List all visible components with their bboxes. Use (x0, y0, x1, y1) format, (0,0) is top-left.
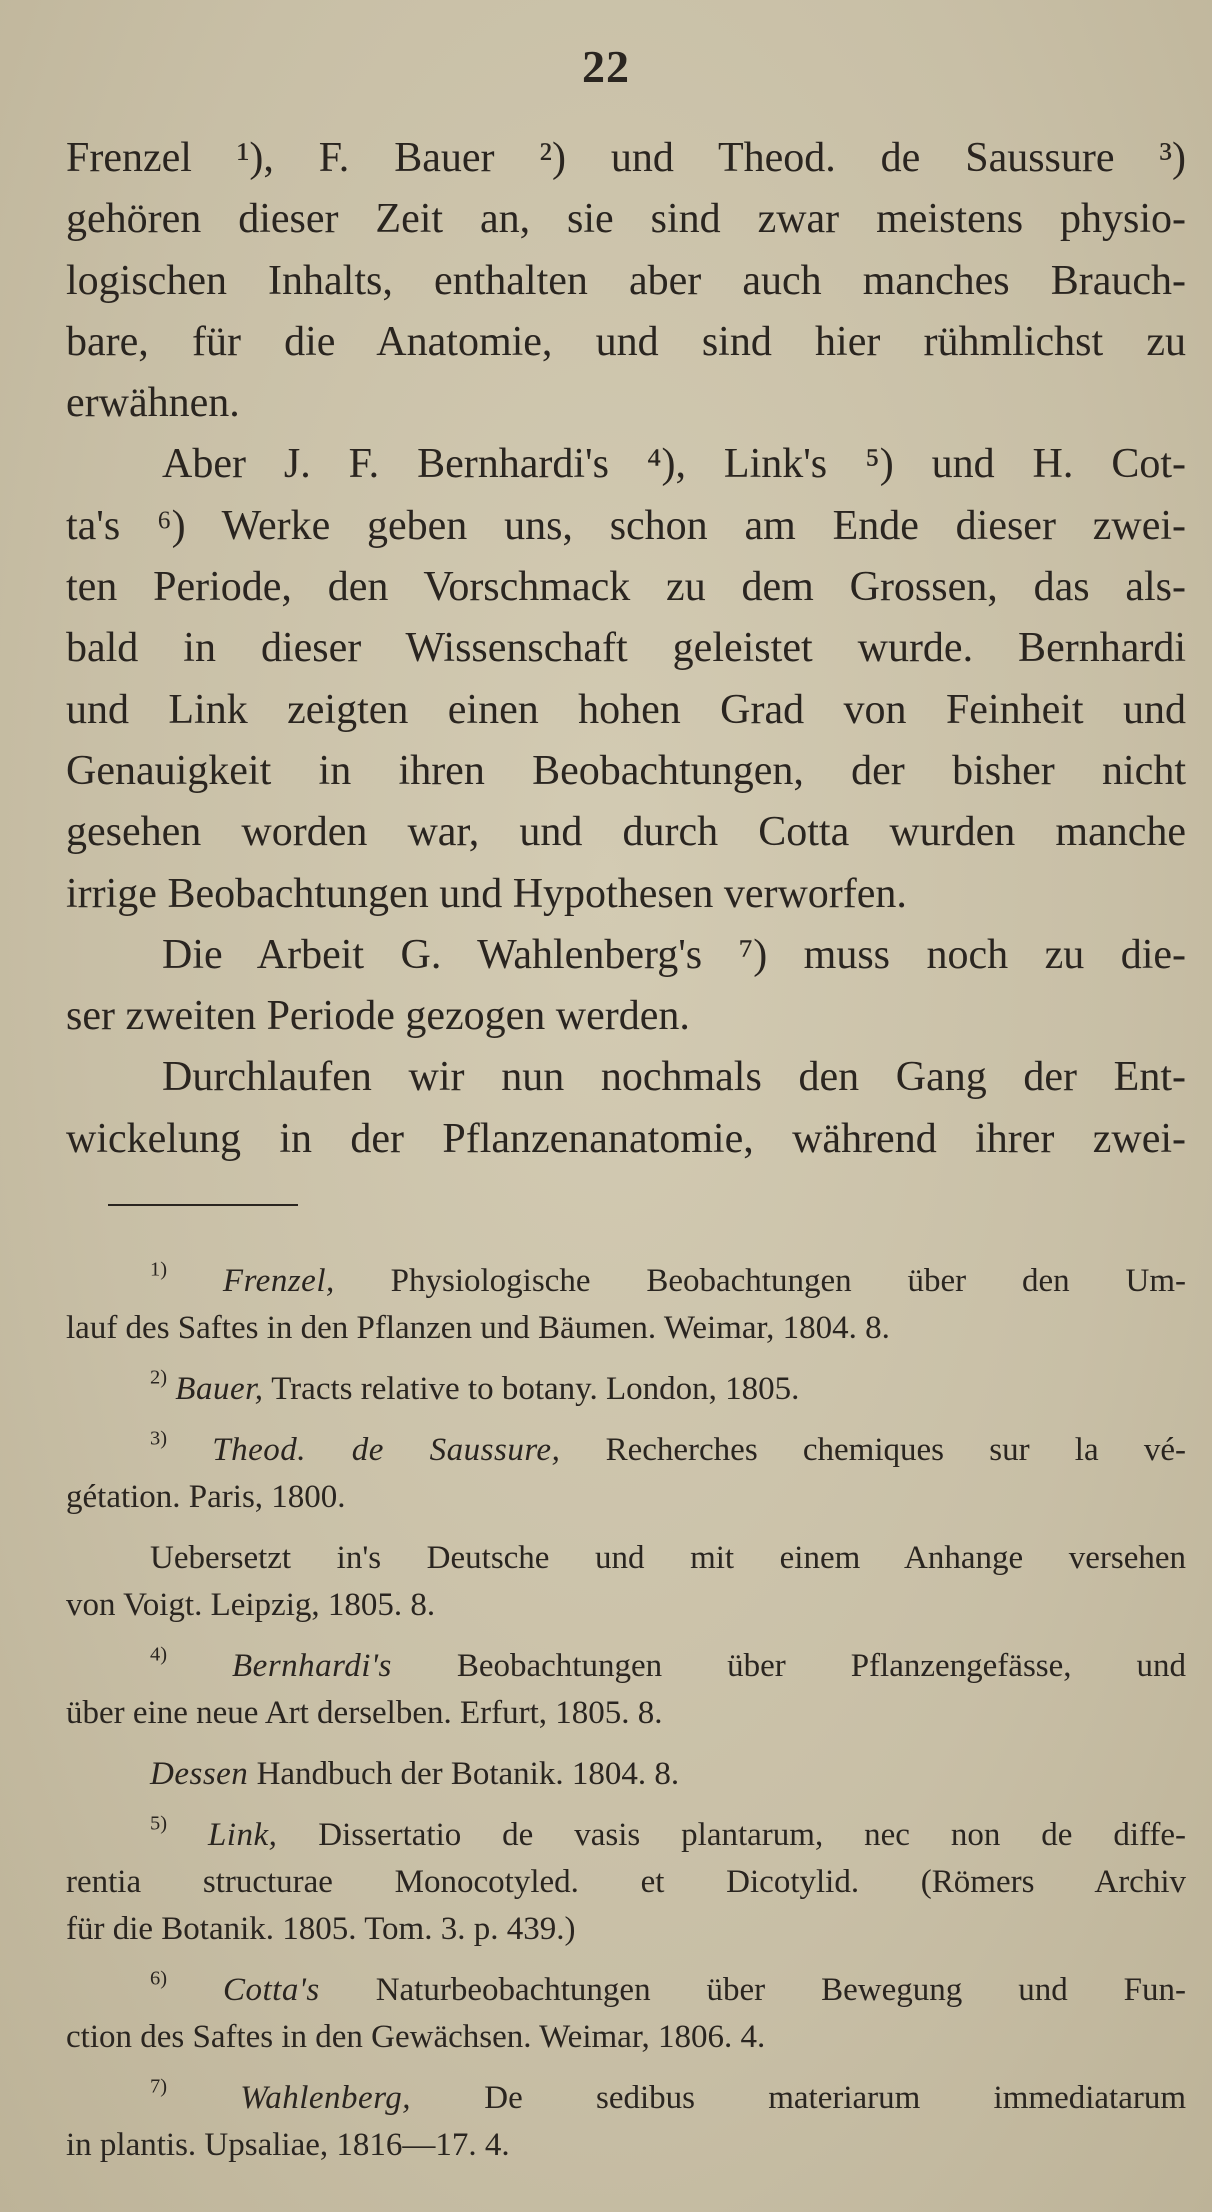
footnote-text: Uebersetzt in's Deutsche und mit einem Anhange versehen (150, 1540, 1186, 1576)
footnote-marker: 1) (150, 1258, 168, 1281)
text-line: Die Arbeit G. Wahlenberg's ⁷) muss noch zu die- (162, 931, 1186, 978)
footnote-2 (66, 1366, 1186, 1413)
footnote-text: lauf des Saftes in den Pflanzen und Bäumen. Weimar, 1804. 8. (66, 1310, 890, 1346)
footnote-marker: 6) (150, 1967, 168, 1990)
text-line: ser zweiten Periode gezogen werden. (66, 993, 690, 1040)
footnote-text: Dissertatio de vasis plantarum, nec non de diffe- (318, 1817, 1187, 1853)
footnote-3 (66, 1427, 1186, 1521)
footnote-author: Frenzel, (222, 1263, 335, 1299)
footnote-6 (66, 1967, 1186, 2061)
text-line: ten Periode, den Vorschmack zu dem Grossen, das als- (66, 564, 1186, 611)
footnote-7 (66, 2075, 1186, 2169)
page-number: 22 (582, 41, 630, 92)
footnote-text: rentia structurae Monocotyled. et Dicotylid. (Römers Archiv (66, 1864, 1186, 1900)
footnote-text: Recherches chemiques sur la vé- (605, 1432, 1186, 1468)
text-line: gesehen worden war, und durch Cotta wurden manche (66, 809, 1186, 856)
text-line: gehören dieser Zeit an, sie sind zwar meistens physio- (66, 196, 1186, 243)
footnote-text: De sedibus materiarum immediatarum (484, 2080, 1187, 2116)
text-line: ta's ⁶) Werke geben uns, schon am Ende dieser zwei- (66, 502, 1186, 549)
text-line: bare, für die Anatomie, und sind hier rühmlichst zu (66, 318, 1186, 365)
footnote-text: über eine neue Art derselben. Erfurt, 1805. 8. (66, 1695, 663, 1731)
footnote-author: Wahlenberg, (240, 2080, 412, 2116)
footnote-text: ction des Saftes in den Gewächsen. Weimar, 1806. 4. (66, 2019, 766, 2055)
footnote-1 (66, 1258, 1186, 1352)
text-line: Frenzel ¹), F. Bauer ²) und Theod. de Saussure ³) (66, 135, 1186, 181)
footnote-author: Cotta's (222, 1972, 320, 2008)
footnote-author: Theod. de Saussure, (212, 1432, 561, 1468)
footnote-author: Dessen (150, 1756, 249, 1792)
footnote-text: Beobachtungen über Pflanzengefässe, und (456, 1648, 1186, 1684)
footnote-text: Handbuch der Botanik. 1804. 8. (256, 1756, 680, 1792)
footnote-author: Bauer, (175, 1371, 264, 1407)
text-line: Genauigkeit in ihren Beobachtungen, der bisher nicht (66, 747, 1186, 794)
text-line: Durchlaufen wir nun nochmals den Gang der Ent- (162, 1054, 1186, 1101)
text-line: irrige Beobachtungen und Hypothesen verworfen. (66, 870, 907, 917)
footnote-rule (108, 1204, 298, 1206)
footnote-marker: 7) (150, 2075, 168, 2098)
text-line: wickelung in der Pflanzenanatomie, während ihrer zwei- (66, 1115, 1186, 1162)
footnote-text: Tracts relative to botany. London, 1805. (271, 1371, 800, 1407)
footnote-text: gétation. Paris, 1800. (66, 1479, 346, 1515)
footnote-4 (66, 1643, 1186, 1737)
footnote-marker: 4) (150, 1643, 168, 1666)
footnote-marker: 3) (150, 1427, 168, 1450)
footnote-text: Naturbeobachtungen über Bewegung und Fun- (375, 1972, 1186, 2008)
footnote-marker: 5) (150, 1812, 168, 1835)
footnotes (66, 1258, 1186, 2183)
text-line: Aber J. F. Bernhardi's ⁴), Link's ⁵) und H. Cot- (162, 441, 1186, 488)
text-line: und Link zeigten einen hohen Grad von Feinheit und (66, 686, 1186, 733)
footnote-text: in plantis. Upsaliae, 1816—17. 4. (66, 2127, 510, 2163)
footnote-5 (66, 1812, 1186, 1953)
text-line: logischen Inhalts, enthalten aber auch manches Brauch- (66, 257, 1186, 304)
footnote-author: Link, (207, 1817, 278, 1853)
footnote-text: von Voigt. Leipzig, 1805. 8. (66, 1587, 436, 1623)
footnote-author: Bernhardi's (232, 1648, 392, 1684)
footnote-3-translation (66, 1535, 1186, 1629)
footnote-marker: 2) (150, 1366, 168, 1389)
main-text (66, 128, 1186, 1170)
text-line: bald in dieser Wissenschaft geleistet wurde. Bernhardi (66, 625, 1186, 672)
text-line: erwähnen. (66, 380, 240, 427)
footnote-text: Physiologische Beobachtungen über den Um- (390, 1263, 1186, 1299)
footnote-text: für die Botanik. 1805. Tom. 3. p. 439.) (66, 1911, 576, 1947)
footnote-4-extra (66, 1751, 1186, 1798)
